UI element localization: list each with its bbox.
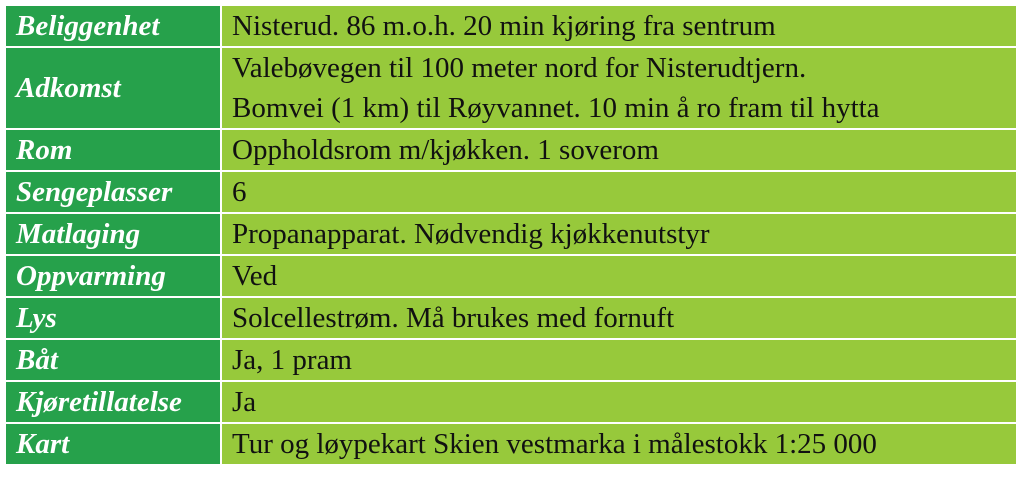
table-row: [5, 423, 1017, 465]
row-label: Kjøretillatelse: [5, 381, 221, 423]
row-value: [221, 297, 1017, 339]
row-value-line: Ja, 1 pram: [232, 344, 352, 376]
table-row: [5, 255, 1017, 297]
row-value: [221, 213, 1017, 255]
row-value-line: Valebøvegen til 100 meter nord for Nisterudtjern.: [232, 52, 807, 84]
cabin-info-table: [4, 4, 1018, 466]
row-label: Sengeplasser: [5, 171, 221, 213]
row-value-line: Solcellestrøm. Må brukes med fornuft: [232, 302, 675, 334]
table-row: [5, 297, 1017, 339]
row-value-line: Tur og løypekart Skien vestmarka i målestokk 1:25 000: [232, 428, 877, 460]
table-row: [5, 5, 1017, 47]
row-label: Oppvarming: [5, 255, 221, 297]
table-row: [5, 171, 1017, 213]
row-label: Rom: [5, 129, 221, 171]
row-label: Lys: [5, 297, 221, 339]
row-value-line: Ja: [232, 386, 257, 418]
table-row: [5, 339, 1017, 381]
row-label: Adkomst: [5, 47, 221, 129]
row-value: [221, 5, 1017, 47]
row-value-line: Nisterud. 86 m.o.h. 20 min kjøring fra sentrum: [232, 10, 776, 42]
row-value: [221, 255, 1017, 297]
table-row: [5, 213, 1017, 255]
row-label: Kart: [5, 423, 221, 465]
row-value: [221, 47, 1017, 129]
row-value-line: Ved: [232, 260, 278, 292]
row-value-line: Propanapparat. Nødvendig kjøkkenutstyr: [232, 218, 710, 250]
row-value: [221, 339, 1017, 381]
row-value-line: Oppholdsrom m/kjøkken. 1 soverom: [232, 134, 659, 166]
row-value: [221, 423, 1017, 465]
row-label: Matlaging: [5, 213, 221, 255]
row-value-line: 6: [232, 176, 247, 208]
row-value: [221, 171, 1017, 213]
table-row: [5, 47, 1017, 129]
table-row: [5, 381, 1017, 423]
row-value: [221, 129, 1017, 171]
row-label: Båt: [5, 339, 221, 381]
table-row: [5, 129, 1017, 171]
row-value: [221, 381, 1017, 423]
row-label: Beliggenhet: [5, 5, 221, 47]
row-value-line: Bomvei (1 km) til Røyvannet. 10 min å ro fram til hytta: [232, 92, 880, 124]
